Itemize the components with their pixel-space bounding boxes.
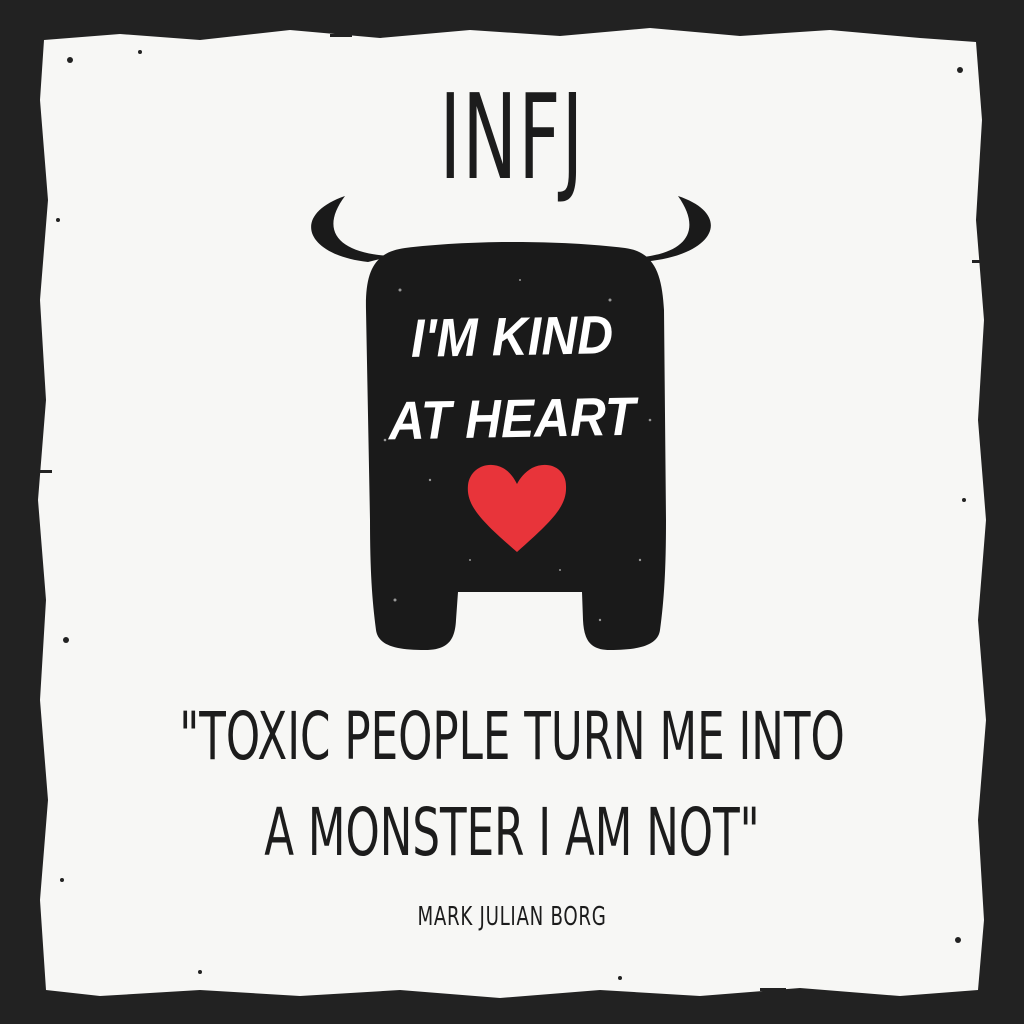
page-title: INFJ	[439, 68, 585, 206]
left-horn	[311, 196, 392, 262]
quote-line-2: A MONSTER I AM NOT"	[264, 794, 760, 871]
quote-line-1: "TOXIC PEOPLE TURN ME INTO	[179, 698, 845, 775]
monster-text-line-2: AT HEART	[388, 386, 636, 452]
monster-text-line-1: I'M KIND	[410, 305, 614, 369]
quote-author: MARK JULIAN BORG	[417, 902, 607, 932]
right-horn	[630, 196, 711, 262]
